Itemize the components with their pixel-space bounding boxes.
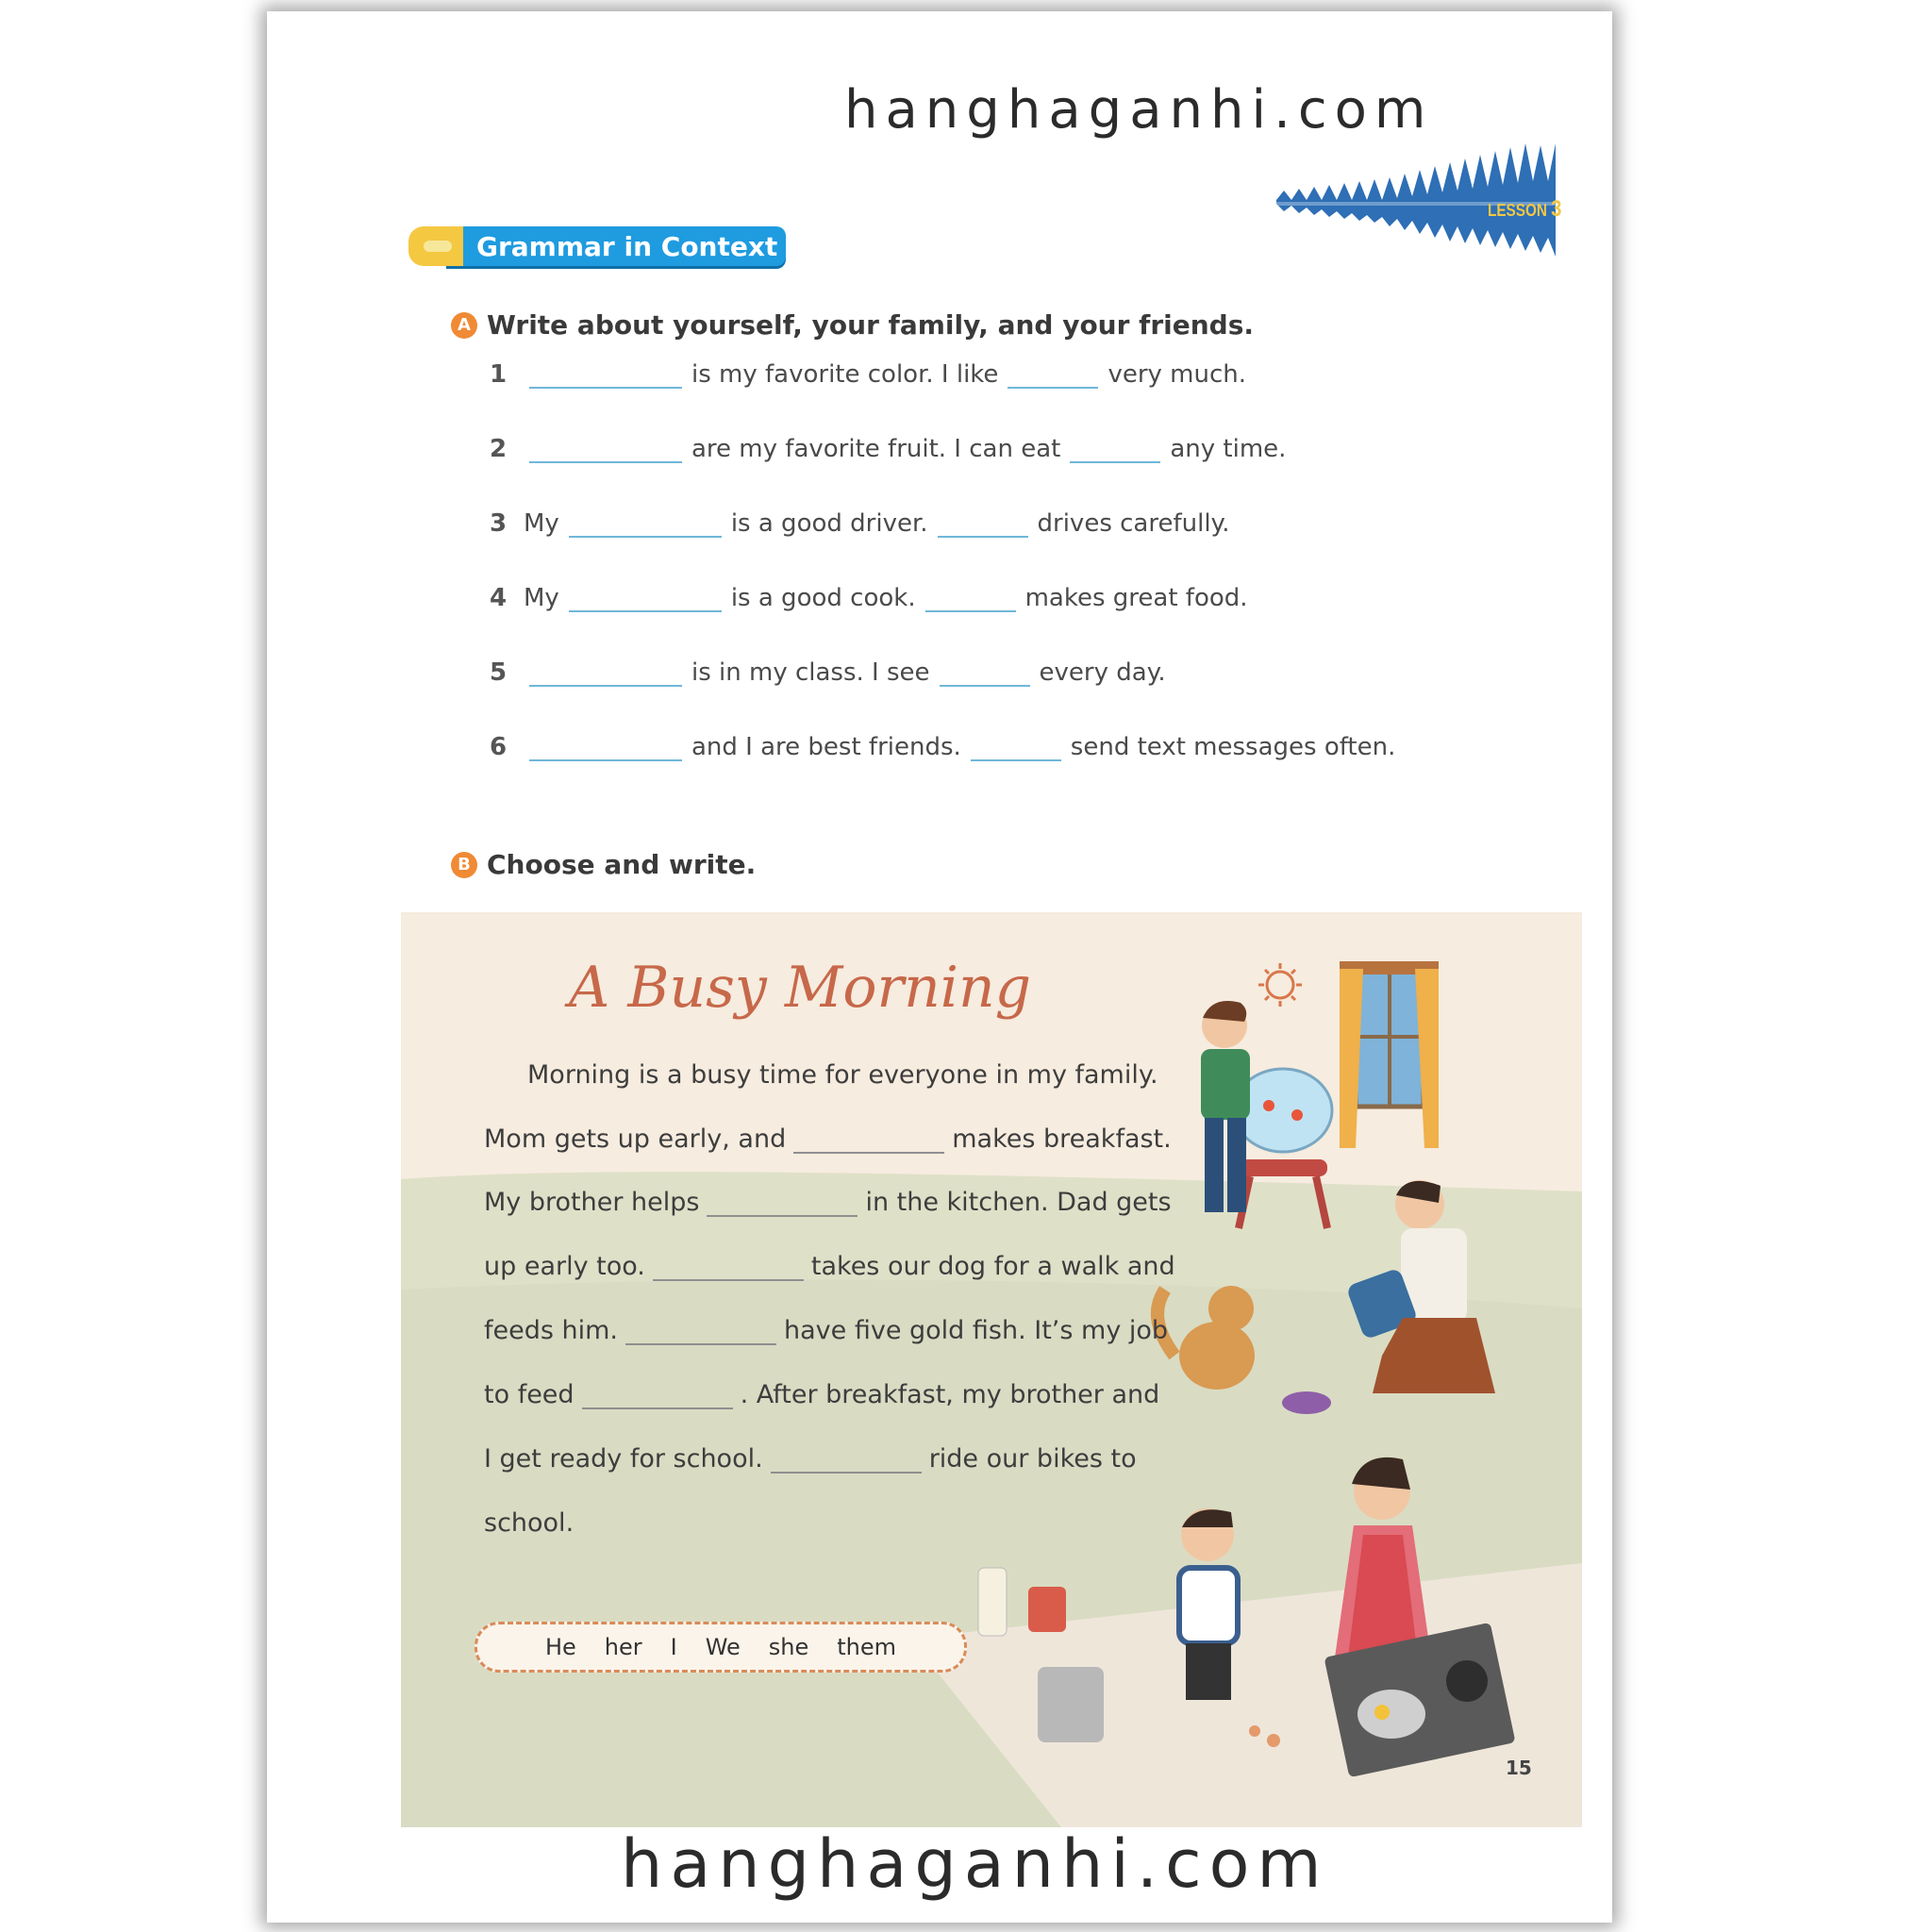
story-text: makes breakfast. bbox=[952, 1124, 1172, 1154]
answer-blank[interactable] bbox=[569, 607, 722, 612]
exercise-item-1 bbox=[490, 360, 1248, 389]
item-number: 1 bbox=[490, 360, 508, 389]
story-line-5 bbox=[484, 1316, 1168, 1345]
answer-blank[interactable] bbox=[529, 383, 682, 389]
item-text: is a good cook. bbox=[730, 584, 916, 612]
story-text: feeds him. bbox=[484, 1316, 619, 1345]
item-number: 3 bbox=[490, 509, 508, 538]
answer-blank[interactable] bbox=[1008, 383, 1098, 389]
answer-blank[interactable] bbox=[529, 458, 682, 463]
item-text: and I are best friends. bbox=[691, 733, 961, 761]
story-title: A Busy Morning bbox=[569, 955, 1032, 1021]
item-text: is a good driver. bbox=[730, 509, 928, 538]
item-text: makes great food. bbox=[1024, 584, 1248, 612]
lesson-label bbox=[1488, 196, 1562, 223]
task-b-heading bbox=[451, 849, 756, 880]
word-bank-item: We bbox=[705, 1634, 741, 1660]
word-bank-item: she bbox=[768, 1634, 809, 1660]
task-b-instruction: Choose and write. bbox=[487, 849, 757, 880]
task-a-instruction: Write about yourself, your family, and your friends. bbox=[487, 309, 1255, 341]
exercise-item-2 bbox=[490, 435, 1288, 463]
word-bank-item: them bbox=[837, 1634, 897, 1660]
watermark-top: hanghaganhi.com bbox=[844, 79, 1434, 141]
item-text: drives carefully. bbox=[1037, 509, 1230, 538]
answer-blank[interactable] bbox=[653, 1275, 804, 1281]
exercise-item-5 bbox=[490, 658, 1168, 687]
task-a-badge: A bbox=[451, 312, 477, 339]
answer-blank[interactable] bbox=[971, 756, 1061, 761]
item-text: every day. bbox=[1039, 658, 1166, 687]
exercise-item-3 bbox=[490, 509, 1232, 538]
story-line-6 bbox=[484, 1380, 1159, 1409]
item-number: 2 bbox=[490, 435, 508, 463]
watermark-bottom: hanghaganhi.com bbox=[621, 1825, 1329, 1903]
story-text: My brother helps bbox=[484, 1188, 700, 1217]
story-text: . After breakfast, my brother and bbox=[740, 1380, 1160, 1409]
exercise-item-4 bbox=[490, 584, 1250, 612]
item-text: is in my class. I see bbox=[691, 658, 930, 687]
answer-blank[interactable] bbox=[771, 1468, 922, 1474]
answer-blank[interactable] bbox=[582, 1404, 733, 1409]
task-b-badge: B bbox=[451, 852, 477, 878]
answer-blank[interactable] bbox=[940, 681, 1030, 687]
story-text: Morning is a busy time for everyone in my family. bbox=[527, 1060, 1158, 1090]
item-text: My bbox=[524, 509, 559, 538]
answer-blank[interactable] bbox=[625, 1340, 776, 1345]
answer-blank[interactable] bbox=[529, 756, 682, 761]
story-text: I get ready for school. bbox=[484, 1444, 763, 1474]
word-bank-item: her bbox=[604, 1634, 642, 1660]
story-line-1 bbox=[527, 1060, 1158, 1090]
answer-blank[interactable] bbox=[793, 1148, 944, 1154]
story-line-8 bbox=[484, 1508, 574, 1538]
lesson-word: LESSON bbox=[1488, 201, 1547, 220]
item-text: are my favorite fruit. I can eat bbox=[691, 435, 1061, 463]
exercise-item-6 bbox=[490, 733, 1397, 761]
item-text: any time. bbox=[1170, 435, 1287, 463]
story-text: ride our bikes to bbox=[928, 1444, 1137, 1474]
word-bank bbox=[475, 1622, 967, 1673]
answer-blank[interactable] bbox=[1070, 458, 1160, 463]
story-text: school. bbox=[484, 1508, 575, 1538]
item-text: is my favorite color. I like bbox=[691, 360, 999, 389]
task-a-heading bbox=[451, 309, 1254, 341]
item-number: 4 bbox=[490, 584, 508, 612]
story-text: Mom gets up early, and bbox=[484, 1124, 787, 1154]
section-pill-cap bbox=[408, 226, 463, 266]
story-text: in the kitchen. Dad gets bbox=[865, 1188, 1172, 1217]
story-line-2 bbox=[484, 1124, 1172, 1154]
story-illustration bbox=[401, 912, 1582, 1827]
answer-blank[interactable] bbox=[707, 1211, 858, 1217]
item-number: 5 bbox=[490, 658, 508, 687]
page-number: 15 bbox=[1506, 1757, 1532, 1779]
story-text: to feed bbox=[484, 1380, 575, 1409]
item-number: 6 bbox=[490, 733, 508, 761]
story-text: up early too. bbox=[484, 1252, 645, 1281]
word-bank-item: He bbox=[544, 1634, 576, 1660]
lesson-number: 3 bbox=[1551, 196, 1562, 222]
answer-blank[interactable] bbox=[938, 532, 1028, 538]
item-text: send text messages often. bbox=[1070, 733, 1396, 761]
item-text: My bbox=[524, 584, 559, 612]
answer-blank[interactable] bbox=[529, 681, 682, 687]
word-bank-item: I bbox=[670, 1634, 677, 1660]
answer-blank[interactable] bbox=[925, 607, 1016, 612]
story-line-4 bbox=[484, 1252, 1175, 1281]
section-title: Grammar in Context bbox=[476, 231, 778, 262]
answer-blank[interactable] bbox=[569, 532, 722, 538]
story-line-3 bbox=[484, 1188, 1172, 1217]
item-text: very much. bbox=[1108, 360, 1247, 389]
story-line-7 bbox=[484, 1444, 1137, 1474]
section-header bbox=[408, 226, 786, 270]
story-text: have five gold fish. It’s my job bbox=[784, 1316, 1169, 1345]
story-text: takes our dog for a walk and bbox=[810, 1252, 1175, 1281]
workbook-page bbox=[267, 11, 1612, 1923]
